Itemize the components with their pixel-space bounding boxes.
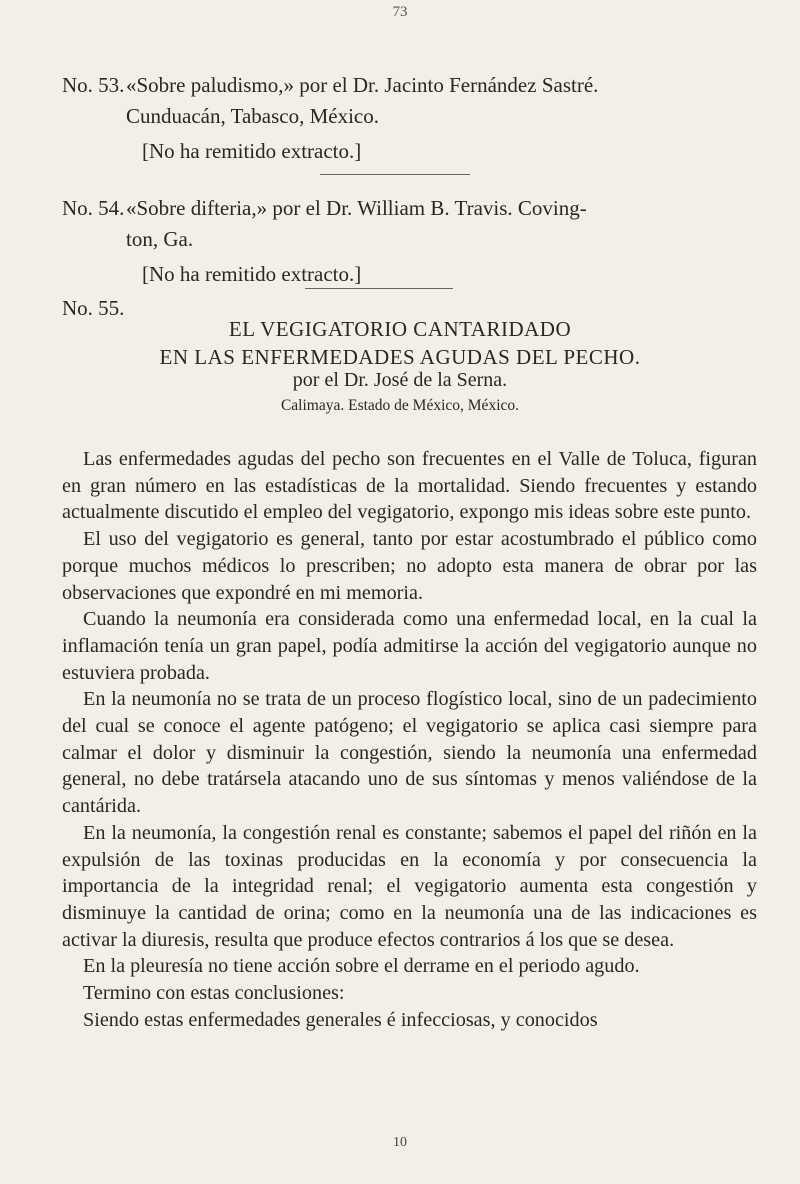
entry-note: [No ha remitido extracto.] (142, 139, 362, 163)
article-title-line-1: EL VEGIGATORIO CANTARIDADO (228, 317, 572, 341)
separator-rule (305, 288, 453, 289)
paragraph: Siendo estas enfermedades generales é infecciosas, y conocidos (83, 1008, 598, 1031)
entry-title-line: «Sobre paludismo,» por el Dr. Jacinto Fernández Sastré. (126, 73, 599, 97)
entry-53 (62, 70, 752, 167)
article-body (62, 446, 757, 1033)
article-number: No. 55. (62, 296, 125, 320)
article-author: por el Dr. José de la Serna. (292, 369, 508, 391)
paragraph: En la pleuresía no tiene acción sobre el derrame en el periodo agudo. (83, 955, 640, 978)
article-place: Calimaya. Estado de México, México. (280, 397, 520, 414)
paragraph: En la neumonía no se trata de un proceso flogístico local, sino de un padecimiento del cual se conoce el agente patógeno; el vegigatorio se aplica casi siempre para calmar el dolor y disminuir la congestión, siendo la neumonía una enfermedad general, no debe tratársela atacando uno de sus síntomas y menos valiéndose de la cantárida. (62, 688, 757, 818)
entry-number: No. 54. (62, 196, 125, 220)
paragraph: Cuando la neumonía era considerada como una enfermedad local, en la cual la inflamación tenía un gran papel, podía admitirse la acción del vegigatorio aunque no estuviera probada. (62, 608, 757, 684)
entry-note: [No ha remitido extracto.] (142, 262, 362, 286)
entry-title-line: «Sobre difteria,» por el Dr. William B. Travis. Coving- (126, 196, 587, 220)
paragraph: Las enfermedades agudas del pecho son frecuentes en el Valle de Toluca, figuran en gran número en las estadísticas de la mortalidad. Siendo frecuentes y estando actualmente discutido el empleo del vegigatorio, expongo mis ideas sobre este punto. (62, 448, 757, 524)
signature-mark: 10 (393, 1135, 407, 1150)
article-title-line-2: EN LAS ENFERMEDADES AGUDAS DEL PECHO. (159, 345, 641, 369)
paragraph: El uso del vegigatorio es general, tanto por estar acostumbrado el público como porque muchos médicos lo prescriben; no adopto esta manera de obrar por las observaciones que expondré en mi memoria. (62, 528, 757, 604)
paragraph: En la neumonía, la congestión renal es constante; sabemos el papel del riñón en la expulsión de las toxinas producidas en la economía y por consecuencia la importancia de la integridad renal; el vegigatorio aumenta esta congestión y disminuye la cantidad de orina; como en la neumonía una de las indicaciones es activar la diuresis, resulta que produce efectos contrarios á los que se desea. (62, 821, 757, 951)
entry-54 (62, 193, 752, 290)
entry-number: No. 53. (62, 73, 125, 97)
entry-location: Cunduacán, Tabasco, México. (126, 104, 379, 128)
paragraph: Termino con estas conclusiones: (83, 982, 345, 1005)
page-number: 73 (392, 4, 408, 20)
separator-rule (320, 174, 470, 175)
entry-location: ton, Ga. (126, 227, 194, 251)
